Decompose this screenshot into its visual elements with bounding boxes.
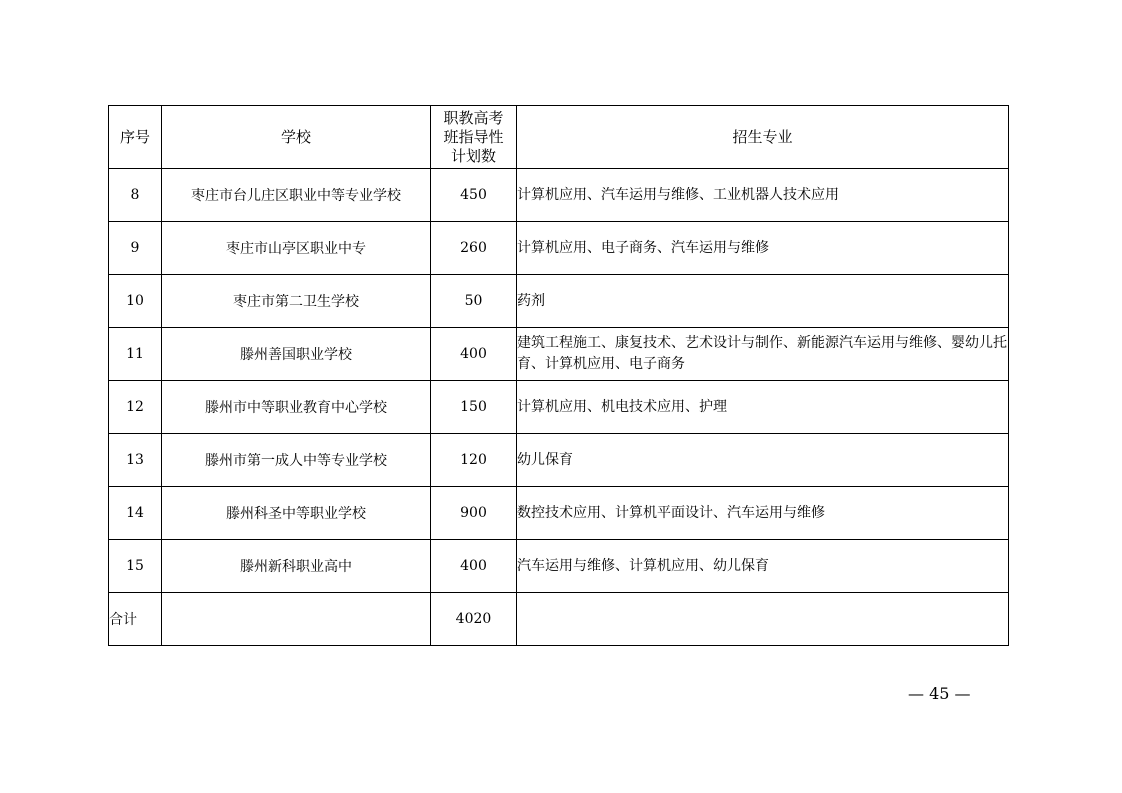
- table-header-row: [109, 106, 1009, 169]
- cell-seq: 15: [109, 540, 162, 593]
- table-row: [109, 328, 1009, 381]
- cell-major: 计算机应用、汽车运用与维修、工业机器人技术应用: [517, 169, 1009, 222]
- header-major: 招生专业: [517, 106, 1009, 169]
- cell-total-major: [517, 593, 1009, 646]
- table-row: [109, 222, 1009, 275]
- cell-major: 数控技术应用、计算机平面设计、汽车运用与维修: [517, 487, 1009, 540]
- cell-school: 滕州新科职业高中: [162, 540, 431, 593]
- cell-count: 150: [431, 381, 517, 434]
- header-plan-count-line: 计划数: [450, 146, 496, 165]
- cell-count: 260: [431, 222, 517, 275]
- cell-seq: 10: [109, 275, 162, 328]
- cell-count: 400: [431, 540, 517, 593]
- enrollment-plan-table: [108, 105, 1009, 646]
- cell-seq: 12: [109, 381, 162, 434]
- cell-seq: 9: [109, 222, 162, 275]
- cell-seq: 11: [109, 328, 162, 381]
- cell-total-label: 合计: [109, 593, 162, 646]
- cell-major: 计算机应用、机电技术应用、护理: [517, 381, 1009, 434]
- cell-school: 滕州市中等职业教育中心学校: [162, 381, 431, 434]
- header-seq: 序号: [109, 106, 162, 169]
- header-school: 学校: [162, 106, 431, 169]
- cell-count: 120: [431, 434, 517, 487]
- cell-school: 枣庄市台儿庄区职业中等专业学校: [162, 169, 431, 222]
- cell-seq: 13: [109, 434, 162, 487]
- cell-count: 50: [431, 275, 517, 328]
- table-row: [109, 169, 1009, 222]
- cell-count: 450: [431, 169, 517, 222]
- cell-school: 枣庄市第二卫生学校: [162, 275, 431, 328]
- table-row: [109, 487, 1009, 540]
- cell-major: 建筑工程施工、康复技术、艺术设计与制作、新能源汽车运用与维修、婴幼儿托育、计算机应用、电子商务: [517, 328, 1009, 381]
- cell-school: 滕州市第一成人中等专业学校: [162, 434, 431, 487]
- cell-school: 枣庄市山亭区职业中专: [162, 222, 431, 275]
- table-row: [109, 434, 1009, 487]
- cell-seq: 8: [109, 169, 162, 222]
- cell-total-school: [162, 593, 431, 646]
- cell-major: 药剂: [517, 275, 1009, 328]
- table-row: [109, 540, 1009, 593]
- cell-total-count: 4020: [431, 593, 517, 646]
- cell-count: 400: [431, 328, 517, 381]
- cell-school: 滕州善国职业学校: [162, 328, 431, 381]
- header-plan-count-line: 班指导性: [443, 127, 504, 146]
- cell-major: 计算机应用、电子商务、汽车运用与维修: [517, 222, 1009, 275]
- table-row: [109, 275, 1009, 328]
- cell-major: 幼儿保育: [517, 434, 1009, 487]
- header-plan-count: [431, 106, 517, 169]
- cell-seq: 14: [109, 487, 162, 540]
- cell-count: 900: [431, 487, 517, 540]
- table-total-row: [109, 593, 1009, 646]
- cell-school: 滕州科圣中等职业学校: [162, 487, 431, 540]
- page-number: — 45 —: [908, 684, 971, 703]
- cell-major: 汽车运用与维修、计算机应用、幼儿保育: [517, 540, 1009, 593]
- header-plan-count-line: 职教高考: [443, 108, 504, 127]
- table-row: [109, 381, 1009, 434]
